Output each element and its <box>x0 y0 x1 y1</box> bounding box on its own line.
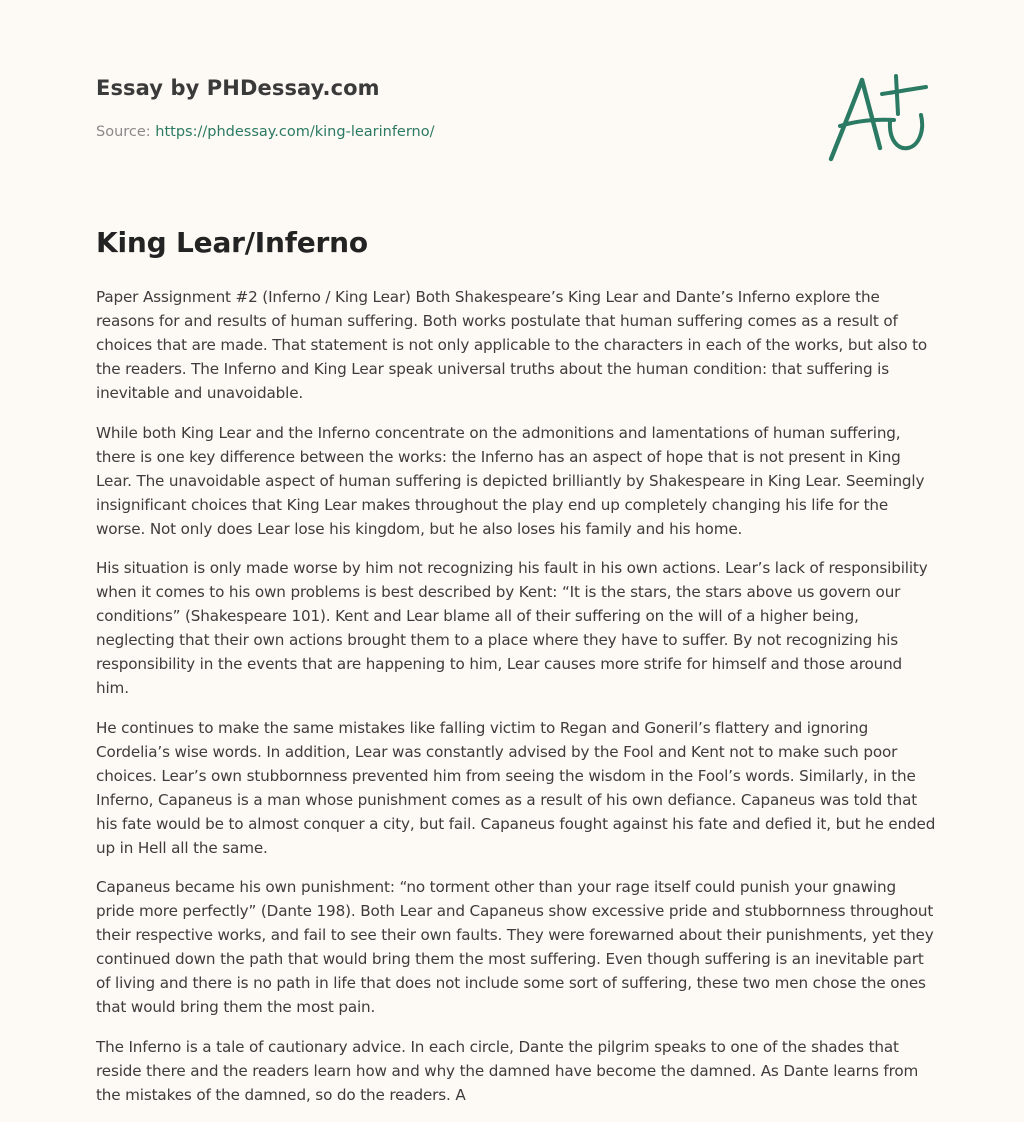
site-brand: Essay by PHDessay.com <box>96 76 380 100</box>
source-link[interactable]: https://phdessay.com/king-learinferno/ <box>155 124 435 140</box>
article-paragraph: He continues to make the same mistakes like falling victim to Regan and Goneril’s flattery and ignoring Cordelia’s wise words. In addition, Lear was constantly advised by the Fool and Kent not to make such poor choices. Lear’s own stubbornness prevented him from seeing the wisdom in the Fool’s words. Similarly, in the Inferno, Capaneus is a man whose punishment comes as a result of his own defiance. Capaneus was told that his fate would be to almost conquer a city, but fail. Capaneus fought against his fate and defied it, but he ended up in Hell all the same. <box>96 718 936 857</box>
a-plus-logo-icon <box>828 68 930 164</box>
source-label: Source: <box>96 124 156 140</box>
article-paragraph: Capaneus became his own punishment: “no torment other than your rage itself could punish your gnawing pride more perfectly” (Dante 198). Both Lear and Capaneus show excessive pride and stubbornness throughout their respective works, and fail to see their own faults. They were forewarned about their punishments, yet they continued down the path that would bring them the most suffering. Even though suffering is an inevitable part of living and there is no path in life that does not include some sort of suffering, these two men chose the ones that would bring them the most pain. <box>96 878 934 1016</box>
article-body <box>96 285 936 1122</box>
article-paragraph: The Inferno is a tale of cautionary advice. In each circle, Dante the pilgrim speaks to one of the shades that reside there and the readers learn how and why the damned have become the damned. As Dante learns from the mistakes of the damned, so do the readers. A <box>96 1037 919 1104</box>
page-header <box>96 0 928 190</box>
article-title: King Lear/Inferno <box>96 226 368 259</box>
article-paragraph: His situation is only made worse by him not recognizing his fault in his own actions. Lear’s lack of responsibility when it comes to his own problems is best described by Kent: “It is the stars, the stars above us govern our conditions” (Shakespeare 101). Kent and Lear blame all of their suffering on the will of a higher being, neglecting that their own actions brought them to a place where they have to suffer. By not recognizing his responsibility in the events that are happening to him, Lear causes more strife for himself and those around him. <box>96 559 928 697</box>
source-line <box>96 124 435 140</box>
article-paragraph: Paper Assignment #2 (Inferno / King Lear) Both Shakespeare’s King Lear and Dante’s Inferno explore the reasons for and results of human suffering. Both works postulate that human suffering comes as a result of choices that are made. That statement is not only applicable to the characters in each of the works, but also to the readers. The Inferno and King Lear speak universal truths about the human condition: that suffering is inevitable and unavoidable. <box>96 288 928 402</box>
article-paragraph: While both King Lear and the Inferno concentrate on the admonitions and lamentations of human suffering, there is one key difference between the works: the Inferno has an aspect of hope that is not present in King Lear. The unavoidable aspect of human suffering is depicted brilliantly by Shakespeare in King Lear. Seemingly insignificant choices that King Lear makes throughout the play end up completely changing his life for the worse. Not only does Lear lose his kingdom, but he also loses his family and his home. <box>96 423 925 538</box>
